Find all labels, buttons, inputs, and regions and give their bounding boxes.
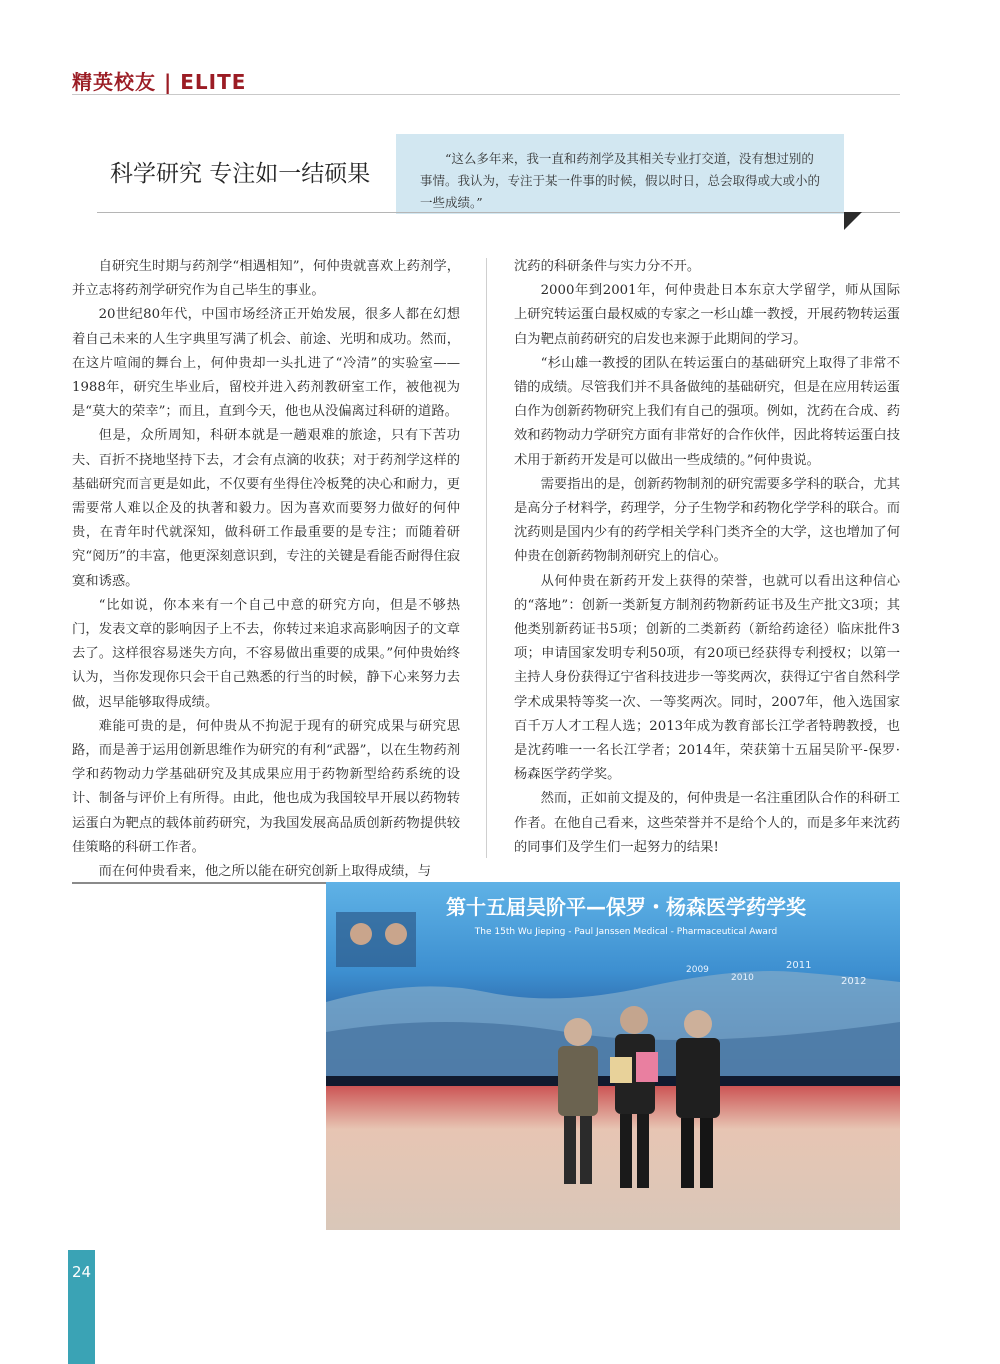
award-folder [636, 1052, 658, 1082]
paragraph: 而在何仲贵看来，他之所以能在研究创新上取得成绩，与 [98, 864, 432, 880]
award-ceremony-photo [326, 882, 900, 1230]
paragraph: 20世纪80年代，中国市场经济正开始发展，很多人都在幻想着自己未来的人生字典里写满了机会、前途、光明和成功。然而，在这片喧闹的舞台上，何仲贵却一头扎进了“冷清”的实验室——1988年，研究生毕业后，留校并进入药剂教研室工作，被他视为是“莫大的荣幸”；而且，直到今天，他也从没偏离过科研的道路。 [72, 307, 460, 420]
paragraph: “比如说，你本来有一个自己中意的研究方向，但是不够热门，发表文章的影响因子上不去，你转过来追求高影响因子的文章去了。这样很容易迷失方向，不容易做出重要的成果。”何仲贵始终认为，当你发现你只会干自己熟悉的行当的时候，静下心来努力去做，迟早能够取得成绩。 [72, 597, 460, 710]
paragraph: 但是，众所周知，科研本就是一趟艰难的旅途，只有下苦功夫、百折不挠地坚持下去，才会有点滴的收获；对于药剂学这样的基础研究而言更是如此，不仅要有坐得住冷板凳的决心和耐力，更需要常人难以企及的执著和毅力。因为喜欢而要努力做好的何仲贵，在青年时代就深知，做科研工作最重要的是专注；而随着研究“阅历”的丰富，他更深刻意识到，专注的关键是看能否耐得住寂寞和诱惑。 [72, 428, 460, 589]
award-certificate [610, 1057, 632, 1083]
stage-floor [326, 1086, 900, 1230]
year-label: 2009 [686, 965, 709, 975]
portrait-face [350, 923, 372, 945]
left-text-column [72, 255, 460, 884]
banner-title: 第十五届吴阶平—保罗・杨森医学药学奖 [446, 895, 806, 919]
year-label: 2012 [841, 976, 867, 987]
portrait-face [385, 923, 407, 945]
paragraph: 从何仲贵在新药开发上获得的荣誉，也就可以看出这种信心的“落地”：创新一类新复方制剂药物新药证书及生产批文3项；其他类别新药证书5项；创新的二类新药（新给药途径）临床批件3项；申请国家发明专利50项，有20项已经获得专利授权；以第一主持人身份获得辽宁省科技进步一等奖两次，获得辽宁省自然科学学术成果特等奖一次、一等奖两次。同时，2007年，他入选国家百千万人才工程人选；2013年成为教育部长江学者特聘教授，也是沈药唯一一名长江学者；2014年，荣获第十五届吴阶平-保罗·杨森医学药学奖。 [514, 573, 900, 783]
banner-subtitle: The 15th Wu Jieping - Paul Janssen Medical - Pharmaceutical Award [474, 927, 778, 937]
page-number: 24 [72, 1263, 92, 1281]
paragraph: 难能可贵的是，何仲贵从不拘泥于现有的研究成果与研究思路，而是善于运用创新思维作为研究的有利“武器”，以在生物药剂学和药物动力学基础研究及其成果应用于药物新型给药系统的设计、制备与评价上有所得。由此，他也成为我国较早开展以药物转运蛋白为靶点的载体前药研究，为我国发展高品质创新药物提供较佳策略的科研工作者。 [72, 718, 460, 855]
paragraph: 2000年到2001年，何仲贵赴日本东京大学留学，师从国际上研究转运蛋白最权威的专家之一杉山雄一教授，开展药物转运蛋白为靶点前药研究的启发也来源于此期间的学习。 [514, 283, 900, 347]
column-divider [486, 258, 487, 858]
right-text-column [514, 255, 900, 860]
paragraph: 自研究生时期与药剂学“相遇相知”，何仲贵就喜欢上药剂学，并立志将药剂学研究作为自己毕生的事业。 [72, 259, 460, 299]
award-photo-illustration [326, 882, 900, 1230]
paragraph-continued: 沈药的科研条件与实力分不开。 [514, 259, 701, 274]
section-divider [97, 212, 900, 213]
header-divider [72, 94, 900, 95]
article-section-title: 科学研究 专注如一结硕果 [110, 161, 371, 187]
paragraph: “杉山雄一教授的团队在转运蛋白的基础研究上取得了非常不错的成绩。尽管我们并不具备做纯的基础研究，但是在应用转运蛋白作为创新药物研究上我们有自己的强项。例如，沈药在合成、药效和药物动力学研究方面有非常好的合作伙伴，因此将转运蛋白技术用于新药开发是可以做出一些成绩的。”何仲贵说。 [514, 355, 900, 468]
paragraph: 需要指出的是，创新药物制剂的研究需要多学科的联合，尤其是高分子材料学，药理学，分子生物学和药物化学学科的联合。而沈药则是国内少有的药学相关学科门类齐全的大学，这也增加了何仲贵在创新药物制剂研究上的信心。 [514, 476, 900, 565]
year-label: 2010 [731, 973, 754, 983]
paragraph: 然而，正如前文提及的，何仲贵是一名注重团队合作的科研工作者。在他自己看来，这些荣誉并不是给个人的，而是多年来沈药的同事们及学生们一起努力的结果! [514, 791, 900, 855]
pull-quote: “这么多年来，我一直和药剂学及其相关专业打交道，没有想过别的事情。我认为，专注于某一件事的时候，假以时日，总会取得或大或小的一些成绩。” [396, 134, 844, 214]
year-label: 2011 [786, 960, 812, 971]
magazine-section-header: 精英校友 | ELITE [72, 70, 247, 94]
corner-triangle-decoration [844, 212, 862, 230]
photo-accent-rule [72, 882, 328, 884]
